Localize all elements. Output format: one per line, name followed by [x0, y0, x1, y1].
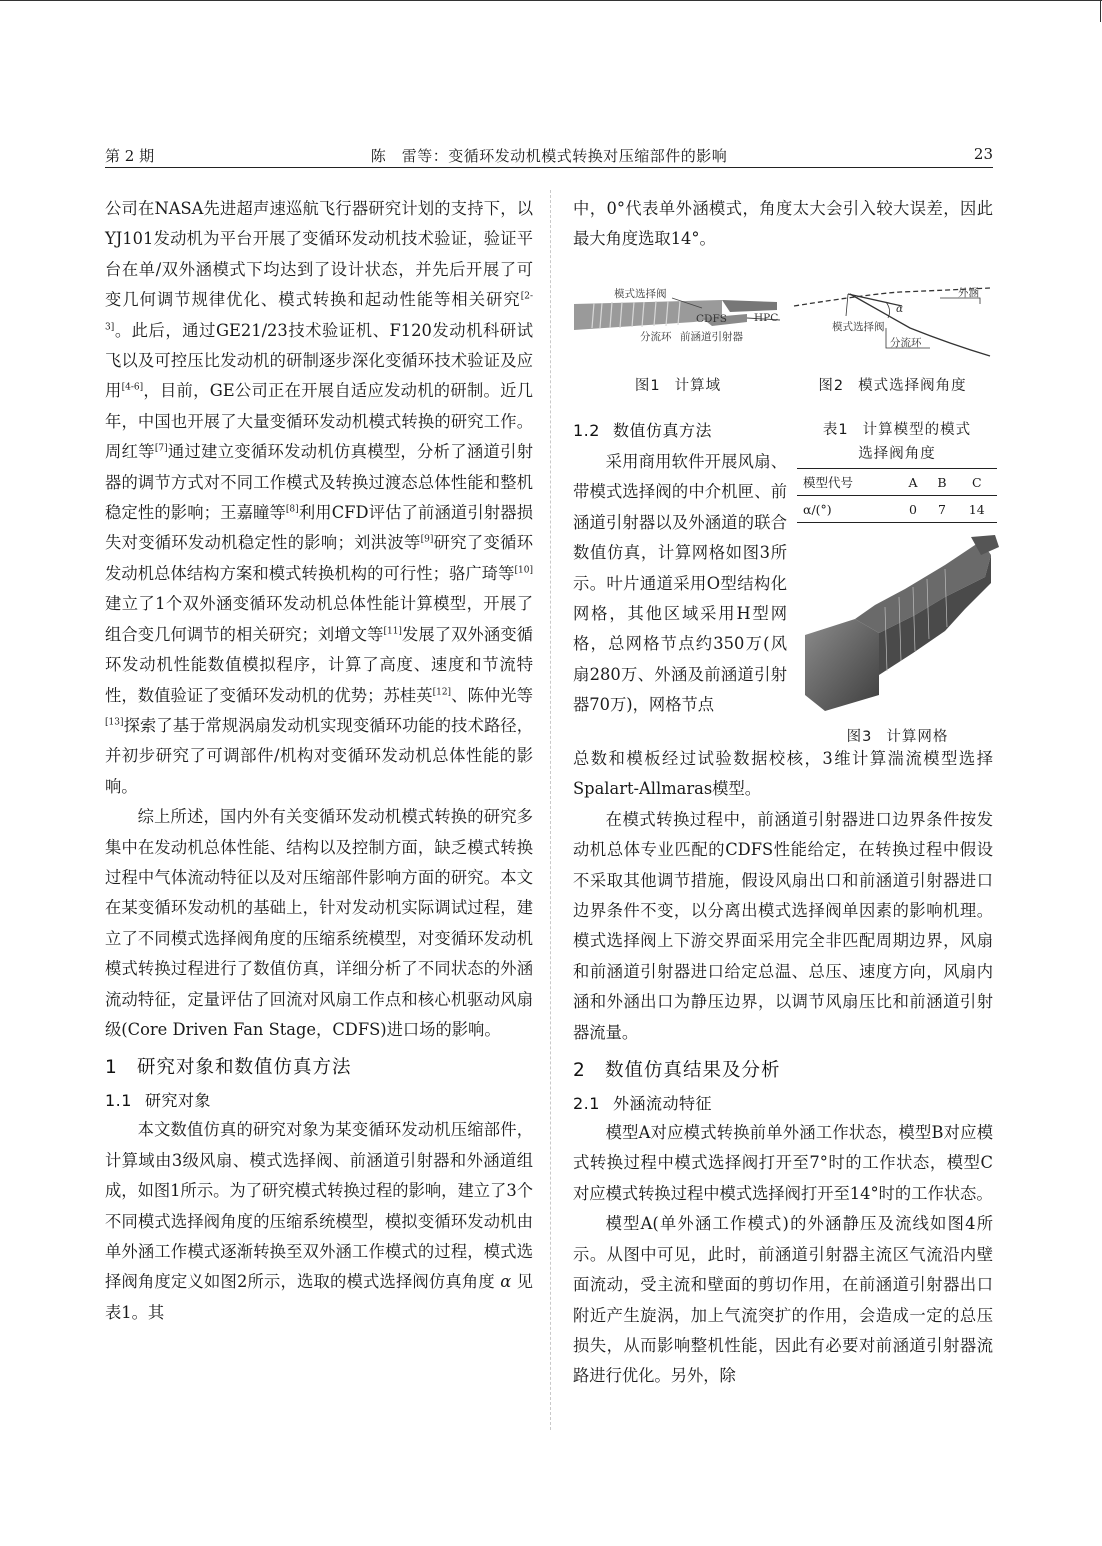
citation: [11] [383, 626, 402, 637]
section-heading-2: 2 数值仿真结果及分析 [573, 1060, 781, 1082]
citation: [9] [420, 535, 434, 546]
table-1-title: 表1 计算模型的模式 [822, 422, 972, 438]
fig1-label-valve: 模式选择阀 [614, 288, 667, 300]
left-column [105, 194, 533, 1328]
figure-3 [795, 535, 1000, 745]
paragraph-angle-note: 中，0°代表单外涵模式，角度太大会引入较大误差，因此最大角度选取14°。 [573, 199, 993, 249]
citation: [12] [432, 687, 452, 698]
paragraph-boundary-conditions: 在模式转换过程中，前涵道引射器进口边界条件按发动机总体专业匹配的CDFS性能给定，在转换过程中假设不采取其他调节措施，假设风扇出口和前涵道引射器进口边界条件不变，以分离出模式选择阀单因素的影响机理。模式选择阀上下游交界面采用完全非匹配周期边界，风扇和前涵道引射器进口给定总温、总压、速度方向，风扇内涵和外涵出口为静压边界，以调节风扇压比和前涵道引射器流量。 [573, 809, 993, 1042]
fig1-label-ejector: 前涵道引射器 [680, 331, 743, 343]
issue-label: 第 2 期 [105, 147, 155, 165]
section-heading-1-1: 1.1 研究对象 [105, 1091, 212, 1111]
table-1 [797, 418, 997, 523]
figure-1 [572, 282, 784, 392]
citation: [7] [154, 443, 168, 454]
header-rule [105, 167, 993, 168]
figure-3-caption: 图3 计算网格 [846, 729, 949, 745]
figure-1-caption: 图1 计算域 [634, 378, 722, 394]
fig1-label-cdfs: CDFS [696, 313, 727, 325]
right-column-mid [573, 417, 787, 721]
paragraph-summary: 综上所述，国内外有关变循环发动机模式转换的研究多集中在发动机总体性能、结构以及控制方面，缺乏模式转换过程中气体流动特征以及对压缩部件影响方面的研究。本文在某变循环发动机的基础上，针对发动机实际调试过程，建立了不同模式选择阀角度的压缩系统模型，对变循环发动机模式转换过程进行了数值仿真，详细分析了不同状态的外涵流动特征，定量评估了回流对风扇工作点和核心机驱动风扇级(Core Driven Fan Stage，CDFS)进口场的影响。 [105, 807, 533, 1039]
table-row: α/(°) 0 7 14 [797, 496, 997, 523]
citation: [10] [514, 565, 533, 576]
running-title: 陈 雷等：变循环发动机模式转换对压缩部件的影响 [370, 147, 728, 165]
alpha-symbol: α [500, 1272, 512, 1292]
computation-domain-diagram [572, 282, 784, 352]
fig2-label-splitter: 分流环 [890, 337, 922, 349]
paragraph-simulation-method-cont: 总数和模板经过试验数据校核，3维计算湍流模型选择Spalart-Allmaras模型。 [573, 749, 993, 799]
fig2-label-alpha: α [896, 303, 904, 315]
figure-2 [790, 282, 995, 392]
paragraph-model-a: 模型A(单外涵工作模式)的外涵静压及流线如图4所示。从图中可见，此时，前涵道引射器主流区气流沿内壁面流动，受主流和壁面的剪切作用，在前涵道引射器出口附近产生旋涡，加上气流突扩的作用，会造成一定的总压损失，从而影响整机性能，因此有必要对前涵道引射器流路进行优化。另外，除 [573, 1214, 993, 1386]
top-border-line [0, 0, 1102, 1]
section-heading-1-2: 1.2 数值仿真方法 [573, 421, 713, 440]
paragraph-intro-cont: 公司在NASA先进超声速巡航飞行器研究计划的支持下，以YJ101发动机为平台开展了变循环发动机技术验证，验证平台在单/双外涵模式下均达到了设计状态，并先后开展了可变几何调节规律优化、模式转换和起动性能等相关研究[2-3]。此后，通过GE21/23技术验证机、F120发动机科研试飞以及可控压比发动机的研制逐步深化变循环技术验证及应用[4-6]，目前，GE公司正在开展自适应发动机的研制。近几年，中国也开展了大量变循环发动机模式转换的研究工作。周红等[7]通过建立变循环发动机仿真模型，分析了涵道引射器的调节方式对不同工作模式及转换过渡态总体性能和整机稳定性的影响；王嘉瞳等[8]利用CFD评估了前涵道引射器损失对变循环发动机稳定性的影响；刘洪波等[9]研究了变循环发动机总体结构方案和模式转换机构的可行性；骆广琦等[10]建立了1个双外涵变循环发动机总体性能计算模型，开展了组合变几何调节的相关研究；刘增文等[11]发展了双外涵变循环发动机性能数值模拟程序，计算了高度、速度和节流特性，数值验证了变循环发动机的优势；苏桂英[12]、陈仲光等[13]探索了基于常规涡扇发动机实现变循环功能的技术路径，并初步研究了可调部件/机构对变循环发动机总体性能的影响。 [105, 199, 533, 796]
section-heading-1: 1 研究对象和数值仿真方法 [105, 1057, 352, 1079]
page-header [105, 141, 993, 165]
page-number: 23 [973, 145, 993, 163]
table-1-title-line2: 选择阀角度 [858, 446, 936, 462]
figure-2-caption: 图2 模式选择阀角度 [818, 378, 967, 394]
citation: [13] [105, 717, 124, 728]
citation: [8] [285, 504, 299, 515]
right-column-top [573, 194, 993, 255]
fig2-label-bypass: 外涵 [958, 287, 979, 299]
valve-angle-table [797, 468, 997, 523]
paragraph-simulation-method: 采用商用软件开展风扇、带模式选择阀的中介机匣、前涵道引射器以及外涵道的联合数值仿真，计算网格如图3所示。叶片通道采用O型结构化网格，其他区域采用H型网格，总网格节点约350万(风扇280万、外涵及前涵道引射器70万)，网格节点 [573, 452, 787, 715]
right-border-line [1100, 0, 1101, 22]
fig2-label-valve: 模式选择阀 [832, 321, 885, 333]
fig1-label-splitter: 分流环 [640, 331, 672, 343]
paragraph-research-object: 本文数值仿真的研究对象为某变循环发动机压缩部件，计算域由3级风扇、模式选择阀、前涵道引射器和外涵道组成，如图1所示。为了研究模式转换过程的影响，建立了3个不同模式选择阀角度的压缩系统模型，模拟变循环发动机由单外涵工作模式逐渐转换至双外涵工作模式的过程，模式选择阀角度定义如图2所示，选取的模式选择阀仿真角度 α 见表1。其 [105, 1120, 533, 1322]
right-column-bottom [573, 744, 993, 1392]
table-header-row: 模型代号 A B C [797, 469, 997, 496]
citation: [4-6] [121, 383, 144, 394]
computational-grid-image [795, 535, 1000, 715]
section-heading-2-1: 2.1 外涵流动特征 [573, 1094, 713, 1114]
fig1-label-hpc: HPC [754, 312, 779, 324]
citation: [2-3] [105, 291, 533, 333]
column-divider [550, 190, 551, 1430]
valve-angle-diagram [790, 282, 995, 360]
paragraph-models: 模型A对应模式转换前单外涵工作状态，模型B对应模式转换过程中模式选择阀打开至7°时的工作状态，模型C对应模式转换过程中模式选择阀打开至14°时的工作状态。 [573, 1123, 993, 1203]
